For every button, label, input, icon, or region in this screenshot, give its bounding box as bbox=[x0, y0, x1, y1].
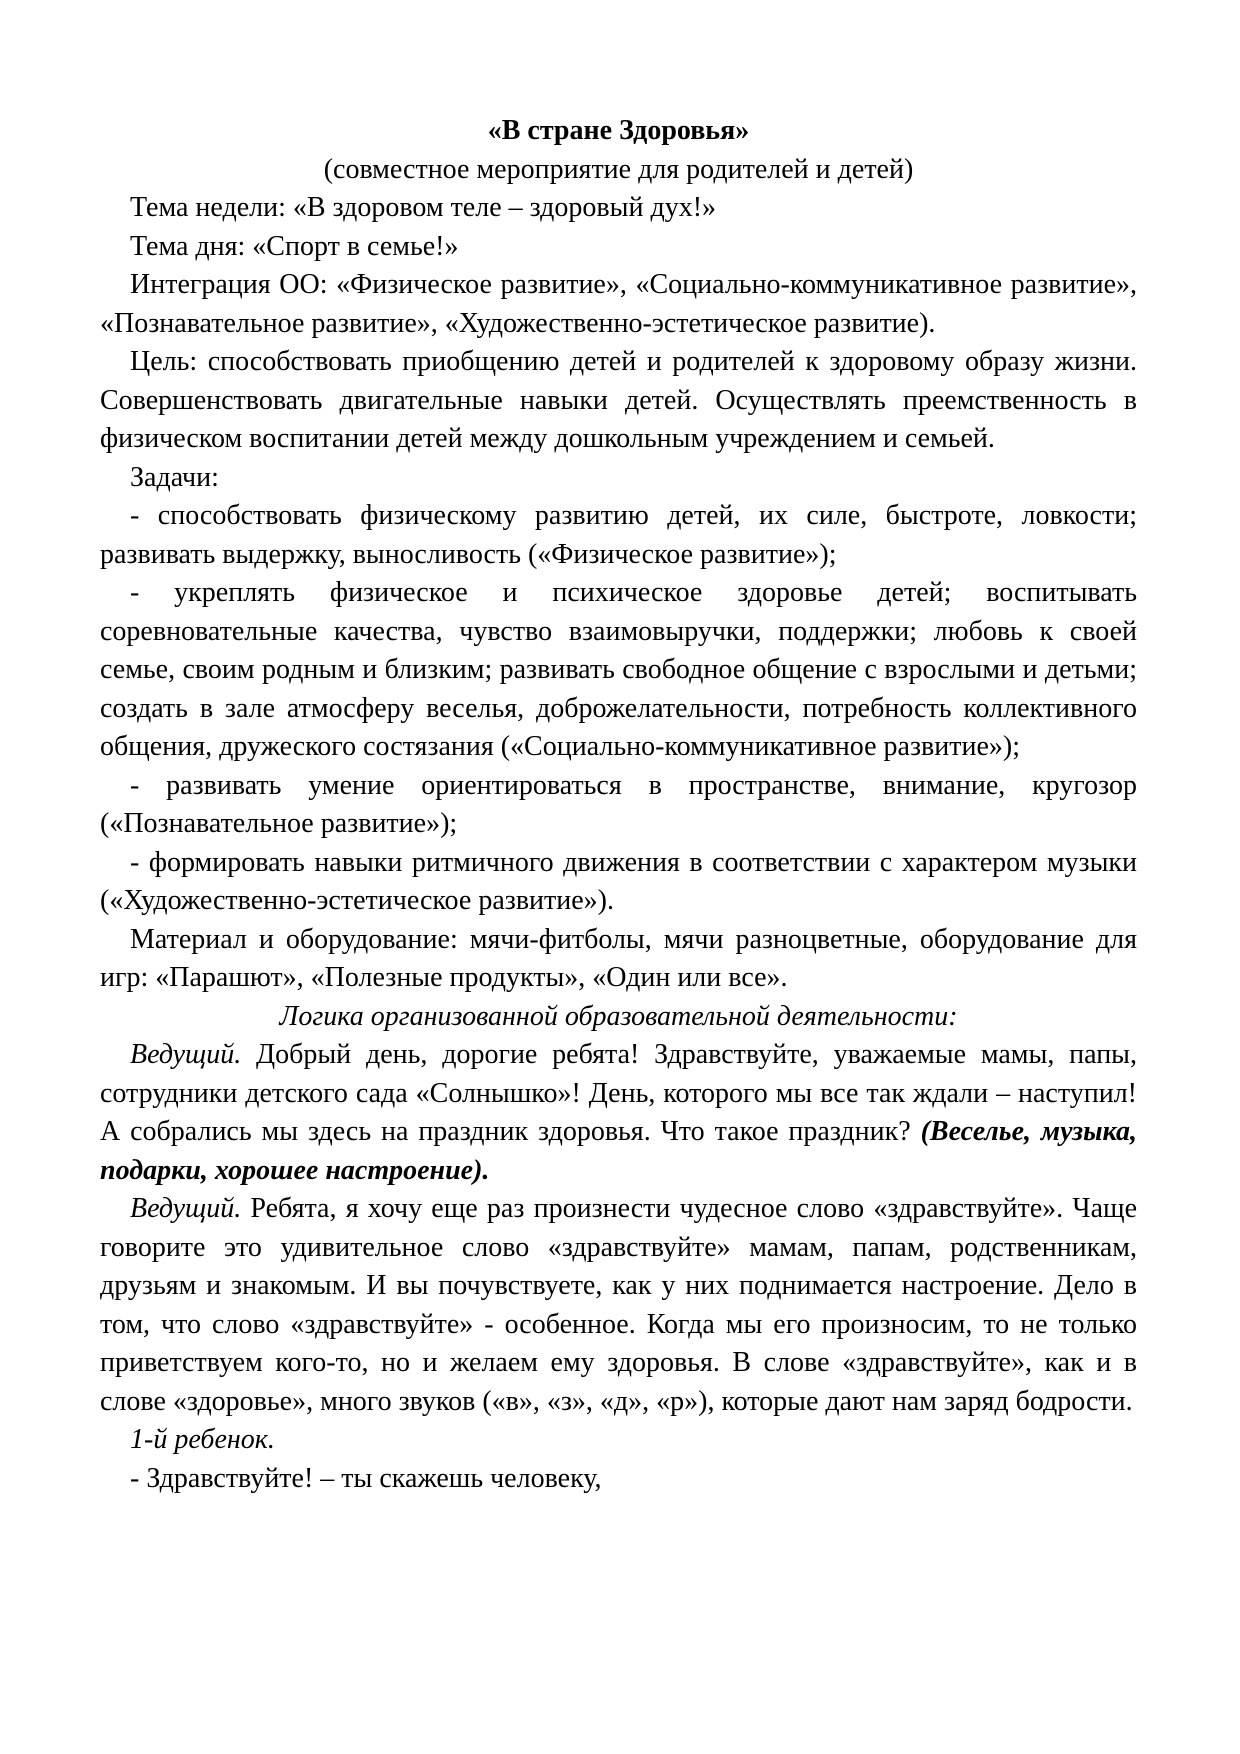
logic-section-heading: Логика организованной образовательной деятельности: bbox=[279, 1000, 958, 1032]
host-dialog-1 bbox=[100, 1036, 1137, 1190]
speaker-label: Ведущий. bbox=[130, 1193, 242, 1224]
materials-paragraph: Материал и оборудование: мячи-фитболы, мячи разноцветные, оборудование для игр: «Парашют», «Полезные продукты», «Один или все». bbox=[100, 923, 1137, 993]
document-subtitle: (совместное мероприятие для родителей и детей) bbox=[323, 153, 914, 185]
task-item-cognitive: - развивать умение ориентироваться в пространстве, внимание, кругозор («Познавательное развитие»); bbox=[100, 769, 1137, 839]
integration-paragraph: Интеграция ОО: «Физическое развитие», «Социально-коммуникативное развитие», «Познавательное развитие», «Художественно-эстетическое развитие). bbox=[100, 269, 1137, 339]
host-dialog-2 bbox=[100, 1190, 1137, 1421]
dialog-text: Добрый день, дорогие ребята! Здравствуйте, уважаемые мамы, папы, сотрудники детского сада «Солнышко»! День, которого мы все так ждали – наступил! А собрались мы здесь на праздник здоровья. Что такое праздник? bbox=[100, 1039, 1137, 1147]
speaker-label: Ведущий. bbox=[130, 1039, 242, 1070]
tasks-heading: Задачи: bbox=[130, 461, 219, 493]
theme-week-line: Тема недели: «В здоровом теле – здоровый дух!» bbox=[130, 192, 717, 223]
task-item-social: - укреплять физическое и психическое здоровье детей; воспитывать соревновательные качества, чувство взаимовыручки, поддержки; любовь к своей семье, своим родным и близким; развивать свободное общение с взрослыми и детьми; создать в зале атмосферу веселья, доброжелательности, потребность коллективного общения, дружеского состязания («Социально-коммуникативное развитие»); bbox=[100, 577, 1137, 762]
child-verse-line: - Здравствуйте! – ты скажешь человеку, bbox=[130, 1462, 602, 1494]
dialog-text: Ребята, я хочу еще раз произнести чудесное слово «здравствуйте». Чаще говорите это удивительное слово «здравствуйте» мамам, папам, родственникам, друзьям и знакомым. И вы почувствуете, как у них поднимается настроение. Дело в том, что слово «здравствуйте» - особенное. Когда мы его произносим, то не только приветствуем кого-то, но и желаем ему здоровья. В слове «здравствуйте», как и в слове «здоровье», много звуков («в», «з», «д», «р»), которые дают нам заряд бодрости. bbox=[100, 1193, 1138, 1417]
stage-direction: (Веселье, музыка, подарки, хорошее настроение). bbox=[100, 1116, 1138, 1186]
child-speaker-label: 1-й ребенок. bbox=[130, 1424, 275, 1455]
task-item-physical: - способствовать физическому развитию детей, их силе, быстроте, ловкости; развивать выдержку, выносливость («Физическое развитие»); bbox=[100, 500, 1137, 570]
document-title: «В стране Здоровья» bbox=[487, 115, 750, 146]
theme-day-line: Тема дня: «Спорт в семье!» bbox=[130, 230, 459, 262]
goal-paragraph: Цель: способствовать приобщению детей и родителей к здоровому образу жизни. Совершенствовать двигательные навыки детей. Осуществлять преемственность в физическом воспитании детей между дошкольным учреждением и семьей. bbox=[100, 346, 1137, 454]
task-item-aesthetic: - формировать навыки ритмичного движения в соответствии с характером музыки («Художественно-эстетическое развитие»). bbox=[100, 846, 1137, 916]
